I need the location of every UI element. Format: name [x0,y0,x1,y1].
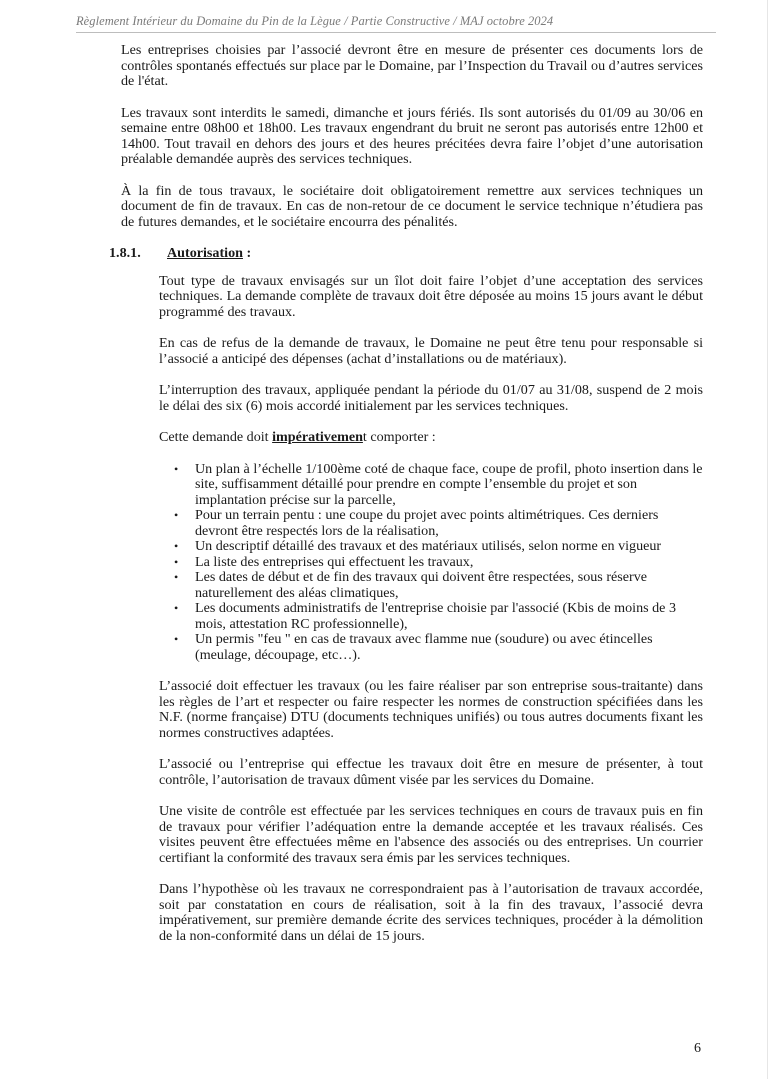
requirements-list [159,462,703,664]
body-paragraph: En cas de refus de la demande de travaux, le Domaine ne peut être tenu pour responsable si l’associé a anticipé des dépenses (achat d’installations ou de matériaux). [159,335,703,367]
list-item-text: Les dates de début et de fin des travaux qui doivent être respectées, sous réserve naturellement des aléas climatiques, [195,569,648,601]
body-paragraph: L’associé ou l’entreprise qui effectue les travaux doit être en mesure de présenter, à tout contrôle, l’autorisation de travaux dûment visée par les services du Domaine. [159,756,703,788]
intro-paragraph: Les entreprises choisies par l’associé devront être en mesure de présenter ces documents lors de contrôles spontanés effectués sur place par le Domaine, par l’Inspection du Travail ou d’autres services de l'état. [121,42,703,89]
bullet-icon: • [174,508,179,522]
page-number: 6 [694,1041,701,1056]
list-item-text: Pour un terrain pentu : une coupe du projet avec points altimétriques. Ces derniers devront être respectés lors de la réalisation, [195,507,659,539]
header-rule [76,32,716,33]
requirements-lead [159,430,703,446]
list-item-text: Un plan à l’échelle 1/100ème coté de chaque face, coupe de profil, photo insertion dans le site, suffisamment détaillé pour prendre en compte l’ensemble du projet et son implantation précise sur la parcelle, [195,460,703,508]
section-title-suffix: : [242,245,252,261]
intro-block [0,43,768,230]
section-body [159,274,703,945]
bullet-icon: • [174,461,179,476]
bullet-icon: • [174,554,179,569]
section-heading [109,246,768,262]
body-paragraph: Une visite de contrôle est effectuée par les services techniques en cours de travaux puis en fin de travaux pour vérifier l’adéquation entre la demande acceptée et les travaux réalisés. Ces visites peuvent être effectuées même en l'absence des associés ou des entreprises. Un courrier certifiant la conformité des travaux sera émis par les services techniques. [159,803,703,866]
list-item [174,569,703,601]
bullet-icon: • [174,601,179,615]
lead-text: Cette demande doit [159,429,273,445]
body-paragraph: Dans l’hypothèse où les travaux ne correspondraient pas à l’autorisation de travaux accordée, soit par constatation en cours de réalisation, soit à la fin des travaux, l’associé devra impérativement, sur première demande écrite des services techniques, procéder à la démolition de la non-conformité dans un délai de 15 jours. [159,881,703,944]
list-item-text: La liste des entreprises qui effectuent les travaux, [195,553,474,570]
section-number: 1.8.1. [109,245,141,261]
list-item-text: Un permis "feu " en cas de travaux avec flamme nue (soudure) ou avec étincelles (meulage, découpage, etc…). [195,631,653,663]
section-title: Autorisation [167,245,243,261]
list-item-text: Un descriptif détaillé des travaux et des matériaux utilisés, selon norme en vigueur [195,538,662,554]
list-item [174,600,703,632]
body-paragraph: L’interruption des travaux, appliquée pendant la période du 01/07 au 31/08, suspend de 2 mois le délai des six (6) mois accordé initialement par les services techniques. [159,382,703,414]
running-header: Règlement Intérieur du Domaine du Pin de la Lègue / Partie Constructive / MAJ octobre 2024 [76,14,554,28]
list-item [174,553,703,571]
bullet-icon: • [174,570,179,584]
page-content [0,43,768,944]
body-paragraph: Tout type de travaux envisagés sur un îlot doit faire l’objet d’une acceptation des services techniques. La demande complète de travaux doit être déposée au moins 15 jours avant le début programmé des travaux. [159,272,703,320]
body-paragraph: L’associé doit effectuer les travaux (ou les faire réaliser par son entreprise sous-traitante) dans les règles de l’art et respecter ou faire respecter les normes de construction spécifiées dans les N.F. (norme française) DTU (documents techniques unifiés) ou tous autres documents fixant les normes constructives adaptées. [159,678,703,741]
list-item [174,538,703,555]
list-item [174,460,703,509]
list-item [174,507,703,539]
lead-emphasis: impérativemen [272,429,363,445]
intro-paragraph: Les travaux sont interdits le samedi, dimanche et jours fériés. Ils sont autorisés du 01/09 au 30/06 en semaine entre 08h00 et 18h00. Les travaux engendrant du bruit ne seront pas autorisés entre 12h00 et 14h00. Tout travail en dehors des jours et des heures précitées devra faire l’objet d’une autorisation préalable demandée auprès des services techniques. [121,104,703,167]
bullet-icon: • [174,632,179,646]
bullet-icon: • [174,539,179,553]
lead-text-end: t comporter : [362,429,436,445]
list-item-text: Les documents administratifs de l'entreprise choisie par l'associé (Kbis de moins de 3 mois, attestation RC professionnelle), [195,600,677,632]
intro-paragraph: À la fin de tous travaux, le sociétaire doit obligatoirement remettre aux services techniques un document de fin de travaux. En cas de non-retour de ce document le service technique n’étudiera pas de futures demandes, et le sociétaire encourra des pénalités. [121,182,703,230]
list-item [174,631,703,663]
